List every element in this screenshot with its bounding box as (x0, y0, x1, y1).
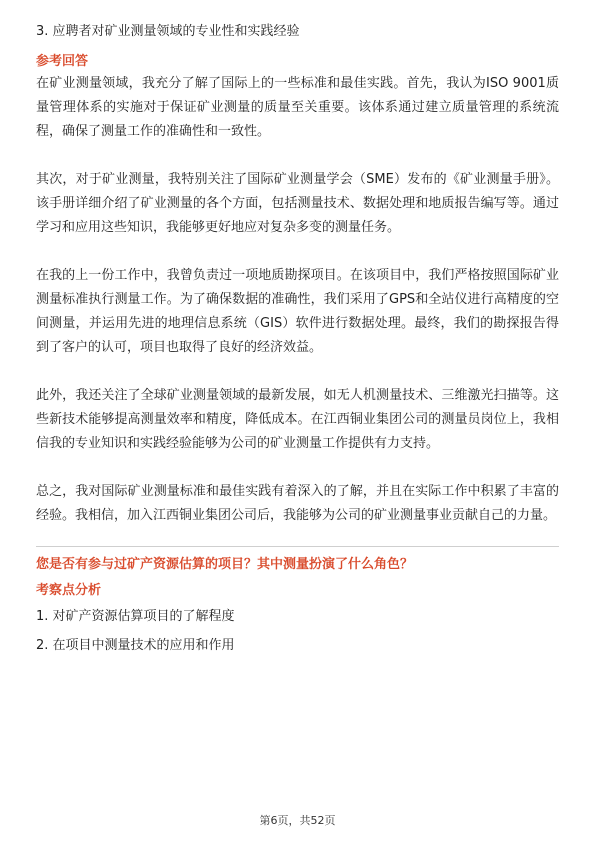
page-content (36, 22, 559, 665)
page-footer: 第6页，共52页 (259, 814, 336, 827)
analysis-item-1: 1. 对矿产资源估算项目的了解程度 (36, 609, 235, 624)
answer-paragraph-3: 在我的上一份工作中，我曾负责过一项地质勘探项目。在该项目中，我们严格按照国际矿业测量标准执行测量工作。为了确保数据的准确性，我们采用了GPS和全站仪进行高精度的空间测量，并运用先进的地理信息系统（GIS）软件进行数据处理。最终，我们的勘探报告得到了客户的认可，项目也取得了良好的经济效益。 (36, 268, 559, 355)
answer-paragraph-1: 在矿业测量领域，我充分了解了国际上的一些标准和最佳实践。首先，我认为ISO 9001质量管理体系的实施对于保证矿业测量的质量至关重要。该体系通过建立质量管理的系统流程，确保了测量工作的准确性和一致性。 (36, 76, 559, 139)
analysis-label: 考察点分析 (36, 583, 102, 598)
section-divider (36, 546, 559, 547)
answer-paragraph-2: 其次，对于矿业测量，我特别关注了国际矿业测量学会（SME）发布的《矿业测量手册》。该手册详细介绍了矿业测量的各个方面，包括测量技术、数据处理和地质报告编写等。通过学习和应用这些知识，我能够更好地应对复杂多变的测量任务。 (36, 172, 559, 235)
answer-label: 参考回答 (36, 54, 89, 69)
analysis-item-2: 2. 在项目中测量技术的应用和作用 (36, 638, 235, 653)
question-heading: 3. 应聘者对矿业测量领域的专业性和实践经验 (36, 24, 300, 39)
answer-paragraph-4: 此外，我还关注了全球矿业测量领域的最新发展，如无人机测量技术、三维激光扫描等。这些新技术能够提高测量效率和精度，降低成本。在江西铜业集团公司的测量员岗位上，我相信我的专业知识和实践经验能够为公司的矿业测量工作提供有力支持。 (36, 388, 559, 451)
answer-paragraph-5: 总之，我对国际矿业测量标准和最佳实践有着深入的了解，并且在实际工作中积累了丰富的经验。我相信，加入江西铜业集团公司后，我能够为公司的矿业测量事业贡献自己的力量。 (36, 484, 559, 523)
next-question: 您是否有参与过矿产资源估算的项目？其中测量扮演了什么角色？ (36, 557, 414, 572)
